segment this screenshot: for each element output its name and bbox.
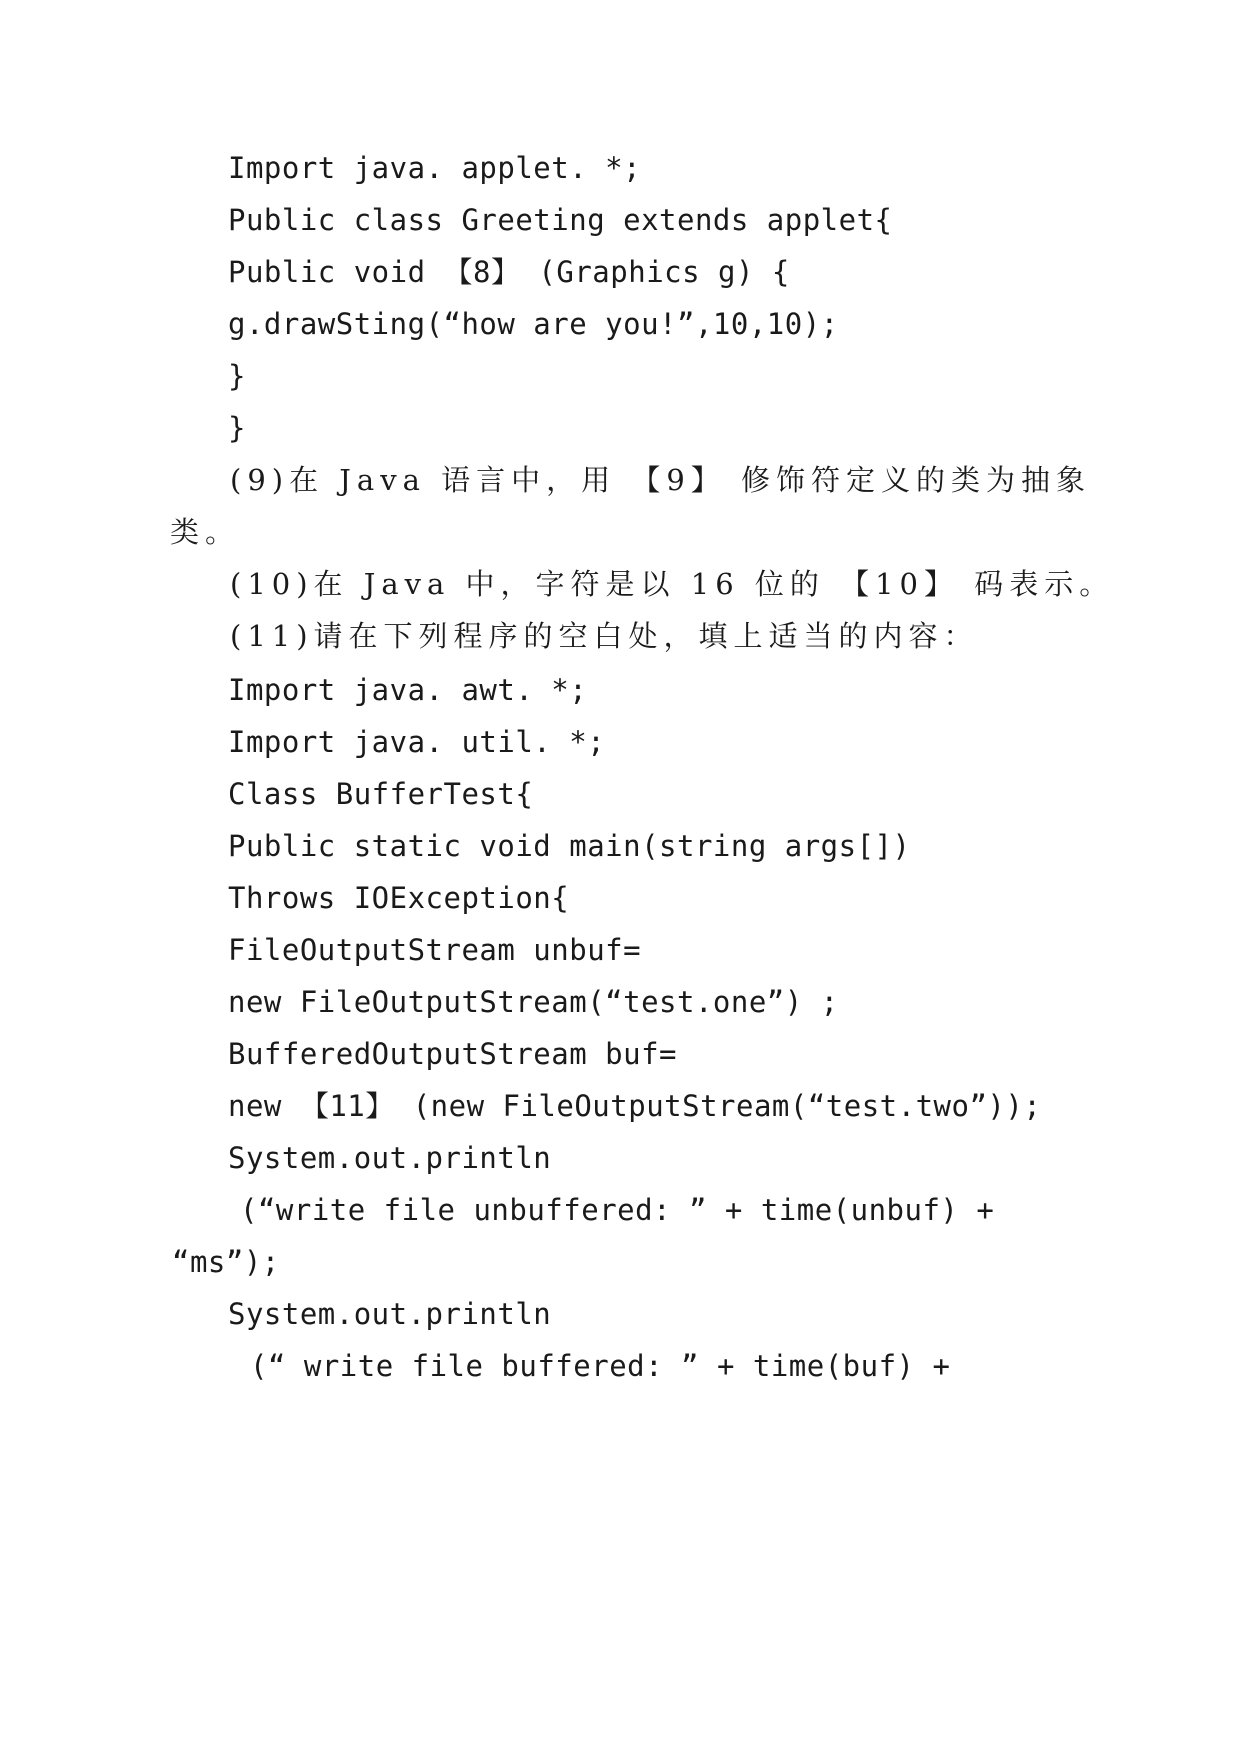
code-line-write-unbuffered: (“write file unbuffered: ” + time(unbuf) +: [240, 1193, 995, 1227]
code-line-ms-1: “ms”);: [172, 1245, 280, 1279]
code-line-println-2: System.out.println: [228, 1297, 552, 1331]
code-line-new-blank-11: new 【11】 (new FileOutputStream(“test.two”));: [228, 1089, 1042, 1123]
code-line-class-buffertest: Class BufferTest{: [228, 777, 534, 811]
code-line-class-greeting: Public class Greeting extends applet{: [228, 203, 893, 237]
code-line-new-unbuf: new FileOutputStream(“test.one”) ;: [228, 985, 839, 1019]
question-10-text: (10)在 Java 中，字符是以 16 位的 【10】 码表示。: [230, 567, 1115, 601]
code-line-close-brace-1: }: [228, 359, 246, 393]
question-11-text: (11)请在下列程序的空白处，填上适当的内容：: [230, 619, 979, 653]
code-line-import-util: Import java. util. *;: [228, 725, 606, 759]
code-line-import-awt: Import java. awt. *;: [228, 673, 588, 707]
code-line-drawstring: g.drawSting(“how are you!”,10,10);: [228, 307, 839, 341]
question-9-continuation: 类。: [170, 515, 241, 549]
code-line-close-brace-2: }: [228, 411, 246, 445]
code-line-main-method: Public static void main(string args[]): [228, 829, 911, 863]
code-line-public-void-blank-8: Public void 【8】 (Graphics g) {: [228, 255, 790, 289]
code-line-throws: Throws IOException{: [228, 881, 570, 915]
code-line-import-applet: Import java. applet. *;: [228, 151, 642, 185]
code-line-println-1: System.out.println: [228, 1141, 552, 1175]
question-9-text: (9)在 Java 语言中，用 【9】 修饰符定义的类为抽象: [230, 463, 1091, 497]
code-line-write-buffered: (“ write file buffered: ” + time(buf) +: [250, 1349, 951, 1383]
code-line-unbuf-decl: FileOutputStream unbuf=: [228, 933, 642, 967]
code-line-buf-decl: BufferedOutputStream buf=: [228, 1037, 677, 1071]
